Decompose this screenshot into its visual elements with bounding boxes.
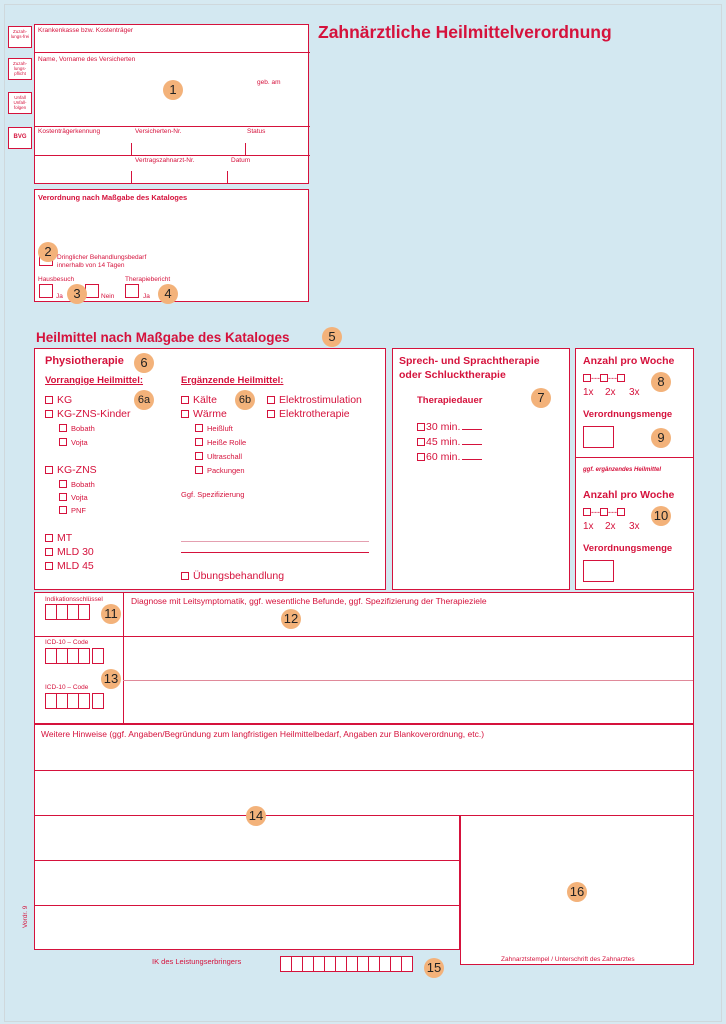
heisse-rolle-option[interactable] bbox=[195, 438, 246, 447]
x1-label: 1x bbox=[583, 521, 594, 532]
badge-6b: 6b bbox=[235, 390, 255, 410]
badge-14: 14 bbox=[246, 806, 266, 826]
checkbox[interactable] bbox=[600, 508, 608, 516]
anzahl-checkboxes[interactable]: --- --- bbox=[583, 373, 625, 383]
checkbox[interactable] bbox=[181, 572, 189, 580]
kg-option[interactable] bbox=[45, 394, 72, 406]
tick bbox=[131, 143, 132, 155]
divider bbox=[35, 52, 310, 53]
tick bbox=[227, 171, 228, 183]
therapiebericht-label: Therapiebericht bbox=[125, 276, 171, 283]
checkbox[interactable] bbox=[45, 562, 53, 570]
badge-5: 5 bbox=[322, 327, 342, 347]
checkbox[interactable] bbox=[195, 452, 203, 460]
divider bbox=[35, 636, 693, 637]
hausbesuch-label: Hausbesuch bbox=[38, 276, 75, 283]
checkbox[interactable] bbox=[45, 534, 53, 542]
zuzahlungspflicht-checkbox[interactable]: Zuzah-lungs-pflicht bbox=[8, 58, 32, 80]
fill-line bbox=[462, 429, 482, 430]
cell[interactable] bbox=[78, 604, 90, 620]
tick bbox=[245, 143, 246, 155]
heisse-rolle-label: Heiße Rolle bbox=[207, 438, 247, 447]
indikation-label: Indikationsschlüssel bbox=[45, 596, 103, 603]
ik-label: IK des Leistungserbringers bbox=[152, 957, 242, 966]
badge-3: 3 bbox=[67, 284, 87, 304]
icd2-cells[interactable] bbox=[45, 693, 103, 714]
kg-zns-label: KG-ZNS bbox=[57, 464, 97, 476]
diagnosis-label: Diagnose mit Leitsymptomatik, ggf. wesentliche Befunde, ggf. Spezifizierung der Therapieziele bbox=[131, 596, 487, 606]
checkbox[interactable] bbox=[59, 480, 67, 488]
dauer-60-label: 60 min. bbox=[426, 451, 461, 463]
badge-10: 10 bbox=[651, 506, 671, 526]
speech-therapy-box bbox=[392, 348, 570, 590]
kg-zns-kinder-option[interactable] bbox=[45, 408, 131, 420]
x1-label: 1x bbox=[583, 387, 594, 398]
mld30-label: MLD 30 bbox=[57, 546, 94, 558]
badge-8: 8 bbox=[651, 372, 671, 392]
packungen-option[interactable] bbox=[195, 466, 245, 475]
checkbox[interactable] bbox=[195, 438, 203, 446]
vojta-option[interactable] bbox=[59, 438, 88, 447]
checkbox[interactable] bbox=[617, 374, 625, 382]
ultraschall-label: Ultraschall bbox=[207, 452, 243, 461]
divider bbox=[123, 593, 124, 724]
mld30-option[interactable] bbox=[45, 546, 94, 558]
urgent-label-2: innerhalb von 14 Tagen bbox=[57, 262, 125, 269]
datum-label: Datum bbox=[231, 157, 251, 164]
versicherten-nr-label: Versicherten-Nr. bbox=[135, 128, 182, 135]
bobath-label: Bobath bbox=[71, 424, 95, 433]
icd1-cells[interactable] bbox=[45, 648, 103, 669]
menge-label: Verordnungsmenge bbox=[583, 409, 673, 420]
kaelte-label: Kälte bbox=[193, 394, 217, 406]
uebungsbehandlung-option[interactable] bbox=[181, 570, 284, 582]
bvg-checkbox[interactable]: BVG bbox=[8, 127, 32, 149]
form-title: Zahnärztliche Heilmittelverordnung bbox=[318, 22, 612, 42]
spezifizierung-line[interactable] bbox=[181, 541, 369, 542]
checkbox[interactable] bbox=[59, 506, 67, 514]
stempel-label: Zahnarztstempel / Unterschrift des Zahnarztes bbox=[501, 956, 635, 963]
heissluft-option[interactable] bbox=[195, 424, 233, 433]
frequency-box bbox=[575, 348, 694, 590]
cell[interactable] bbox=[78, 693, 90, 709]
hausbesuch-nein-checkbox[interactable] bbox=[85, 284, 99, 298]
vojta-label: Vojta bbox=[71, 438, 88, 447]
elektrotherapie-option[interactable] bbox=[267, 408, 350, 420]
pnf-label: PNF bbox=[71, 506, 86, 515]
mld45-option[interactable] bbox=[45, 560, 94, 572]
elektrostimulation-label: Elektrostimulation bbox=[279, 394, 362, 406]
kg-label: KG bbox=[57, 394, 73, 406]
vorrangig-title: Vorrangige Heilmittel: bbox=[45, 375, 144, 386]
checkbox[interactable] bbox=[181, 396, 189, 404]
kg-zns-kinder-label: KG-ZNS-Kinder bbox=[57, 408, 131, 420]
badge-12: 12 bbox=[281, 609, 301, 629]
menge-input[interactable] bbox=[583, 560, 614, 582]
hausbesuch-ja-checkbox[interactable] bbox=[39, 284, 53, 298]
checkbox[interactable] bbox=[267, 396, 275, 404]
divider bbox=[35, 155, 310, 156]
ergaenzend-title: Ergänzende Heilmittel: bbox=[181, 375, 284, 386]
badge-15: 15 bbox=[424, 958, 444, 978]
name-label: Name, Vorname des Versicherten bbox=[38, 56, 136, 63]
anzahl-label: Anzahl pro Woche bbox=[583, 355, 675, 367]
status-label: Status bbox=[247, 128, 266, 135]
packungen-label: Packungen bbox=[207, 466, 245, 475]
icd2-label: ICD-10 – Code bbox=[45, 684, 89, 691]
menge-label: Verordnungsmenge bbox=[583, 543, 673, 554]
badge-7: 7 bbox=[531, 388, 551, 408]
x2-label: 2x bbox=[605, 387, 616, 398]
hinweise-box[interactable] bbox=[34, 724, 694, 816]
badge-1: 1 bbox=[163, 80, 183, 100]
menge-input[interactable] bbox=[583, 426, 614, 448]
therapiebericht-checkbox[interactable] bbox=[125, 284, 139, 298]
ultraschall-option[interactable] bbox=[195, 452, 242, 461]
urgent-label-1: Dringlicher Behandlungsbedarf bbox=[57, 254, 147, 261]
ergaenzend-label: ggf. ergänzendes Heilmittel bbox=[583, 467, 662, 473]
hinweise-label: Weitere Hinweise (ggf. Angaben/Begründung zum langfristigen Heilmittelbedarf, Angaben zur Blankoverordnung, etc.) bbox=[41, 729, 485, 739]
cell[interactable] bbox=[78, 648, 90, 664]
waerme-option[interactable] bbox=[181, 408, 227, 420]
kg-zns-option[interactable] bbox=[45, 464, 97, 476]
checkbox[interactable] bbox=[583, 508, 591, 516]
badge-16: 16 bbox=[567, 882, 587, 902]
order-title: Verordnung nach Maßgabe des Kataloges bbox=[38, 193, 188, 202]
checkbox[interactable] bbox=[59, 424, 67, 432]
spezifizierung-line[interactable] bbox=[181, 552, 369, 553]
checkbox[interactable] bbox=[45, 466, 53, 474]
x3-label: 3x bbox=[629, 521, 640, 532]
x3-label: 3x bbox=[629, 387, 640, 398]
cell[interactable] bbox=[92, 693, 104, 709]
nein-label: Nein bbox=[101, 293, 115, 300]
mld45-label: MLD 45 bbox=[57, 560, 94, 572]
badge-6: 6 bbox=[134, 353, 154, 373]
divider bbox=[123, 680, 693, 681]
physio-title: Physiotherapie bbox=[45, 355, 124, 367]
dauer-45-label: 45 min. bbox=[426, 436, 461, 448]
vertragsarzt-label: Vertragszahnarzt-Nr. bbox=[135, 157, 195, 164]
elektrotherapie-label: Elektrotherapie bbox=[279, 408, 350, 420]
bobath-option[interactable] bbox=[59, 424, 95, 433]
badge-4: 4 bbox=[158, 284, 178, 304]
checkbox[interactable] bbox=[583, 374, 591, 382]
divider bbox=[35, 860, 459, 861]
ik-cells[interactable] bbox=[280, 956, 412, 977]
vojta-label: Vojta bbox=[71, 493, 88, 502]
checkbox[interactable] bbox=[417, 453, 425, 461]
spezifizierung-label: Ggf. Spezifizierung bbox=[181, 490, 245, 499]
heissluft-label: Heißluft bbox=[207, 424, 233, 433]
badge-11: 11 bbox=[101, 604, 121, 624]
badge-9: 9 bbox=[651, 428, 671, 448]
uebungsbehandlung-label: Übungsbehandlung bbox=[193, 570, 285, 582]
icd1-label: ICD-10 – Code bbox=[45, 639, 89, 646]
anzahl-checkboxes[interactable]: --- --- bbox=[583, 507, 625, 517]
insurance-label: Krankenkasse bzw. Kostenträger bbox=[38, 27, 134, 34]
bobath-label: Bobath bbox=[71, 480, 95, 489]
zuzahlungsfrei-checkbox[interactable]: Zuzah-lungs-frei bbox=[8, 26, 32, 48]
checkbox[interactable] bbox=[59, 438, 67, 446]
vojta-option[interactable] bbox=[59, 493, 88, 502]
divider bbox=[35, 126, 310, 127]
patient-header-box[interactable] bbox=[34, 24, 309, 184]
x2-label: 2x bbox=[605, 521, 616, 532]
waerme-label: Wärme bbox=[193, 408, 227, 420]
bobath-option[interactable] bbox=[59, 480, 95, 489]
mt-label: MT bbox=[57, 532, 73, 544]
diagnosis-box bbox=[34, 592, 694, 724]
anzahl-label: Anzahl pro Woche bbox=[583, 489, 675, 501]
checkbox[interactable] bbox=[45, 410, 53, 418]
checkbox[interactable] bbox=[417, 423, 425, 431]
divider bbox=[35, 905, 459, 906]
ja-label: Ja bbox=[56, 293, 63, 300]
dauer-30-label: 30 min. bbox=[426, 421, 461, 433]
therapiedauer-label: Therapiedauer bbox=[417, 395, 483, 406]
checkbox[interactable] bbox=[195, 424, 203, 432]
dauer-30-option[interactable] bbox=[417, 421, 482, 433]
checkbox[interactable] bbox=[181, 410, 189, 418]
notes-lines-box[interactable] bbox=[34, 815, 460, 950]
dob-label: geb. am bbox=[257, 79, 281, 86]
elektrostimulation-option[interactable] bbox=[267, 394, 362, 406]
divider bbox=[576, 457, 694, 458]
kaelte-option[interactable] bbox=[181, 394, 217, 406]
checkbox[interactable] bbox=[195, 466, 203, 474]
divider bbox=[35, 770, 693, 771]
cell[interactable] bbox=[92, 648, 104, 664]
pnf-option[interactable] bbox=[59, 506, 86, 515]
section-title: Heilmittel nach Maßgabe des Kataloges bbox=[36, 330, 290, 345]
fill-line bbox=[462, 444, 482, 445]
indikation-cells[interactable] bbox=[45, 604, 89, 625]
dauer-60-option[interactable] bbox=[417, 451, 482, 463]
kostentraeger-label: Kostenträgerkennung bbox=[38, 128, 101, 135]
cell[interactable] bbox=[401, 956, 413, 972]
fill-line bbox=[462, 459, 482, 460]
physiotherapy-box bbox=[34, 348, 386, 590]
mt-option[interactable] bbox=[45, 532, 72, 544]
checkbox[interactable] bbox=[617, 508, 625, 516]
dauer-45-option[interactable] bbox=[417, 436, 482, 448]
checkbox[interactable] bbox=[267, 410, 275, 418]
badge-2: 2 bbox=[38, 242, 58, 262]
checkbox[interactable] bbox=[45, 548, 53, 556]
speech-title-1: Sprech- und Sprachtherapie bbox=[399, 355, 540, 367]
checkbox[interactable] bbox=[417, 438, 425, 446]
tick bbox=[131, 171, 132, 183]
vordruck-label: Vordr. 9 bbox=[22, 905, 29, 928]
badge-6a: 6a bbox=[134, 390, 154, 410]
unfall-checkbox[interactable]: Unfall Unfall-folgen bbox=[8, 92, 32, 114]
badge-13: 13 bbox=[101, 669, 121, 689]
checkbox[interactable] bbox=[600, 374, 608, 382]
checkbox[interactable] bbox=[45, 396, 53, 404]
speech-title-2: oder Schlucktherapie bbox=[399, 369, 506, 381]
ja-label: Ja bbox=[143, 293, 150, 300]
checkbox[interactable] bbox=[59, 493, 67, 501]
